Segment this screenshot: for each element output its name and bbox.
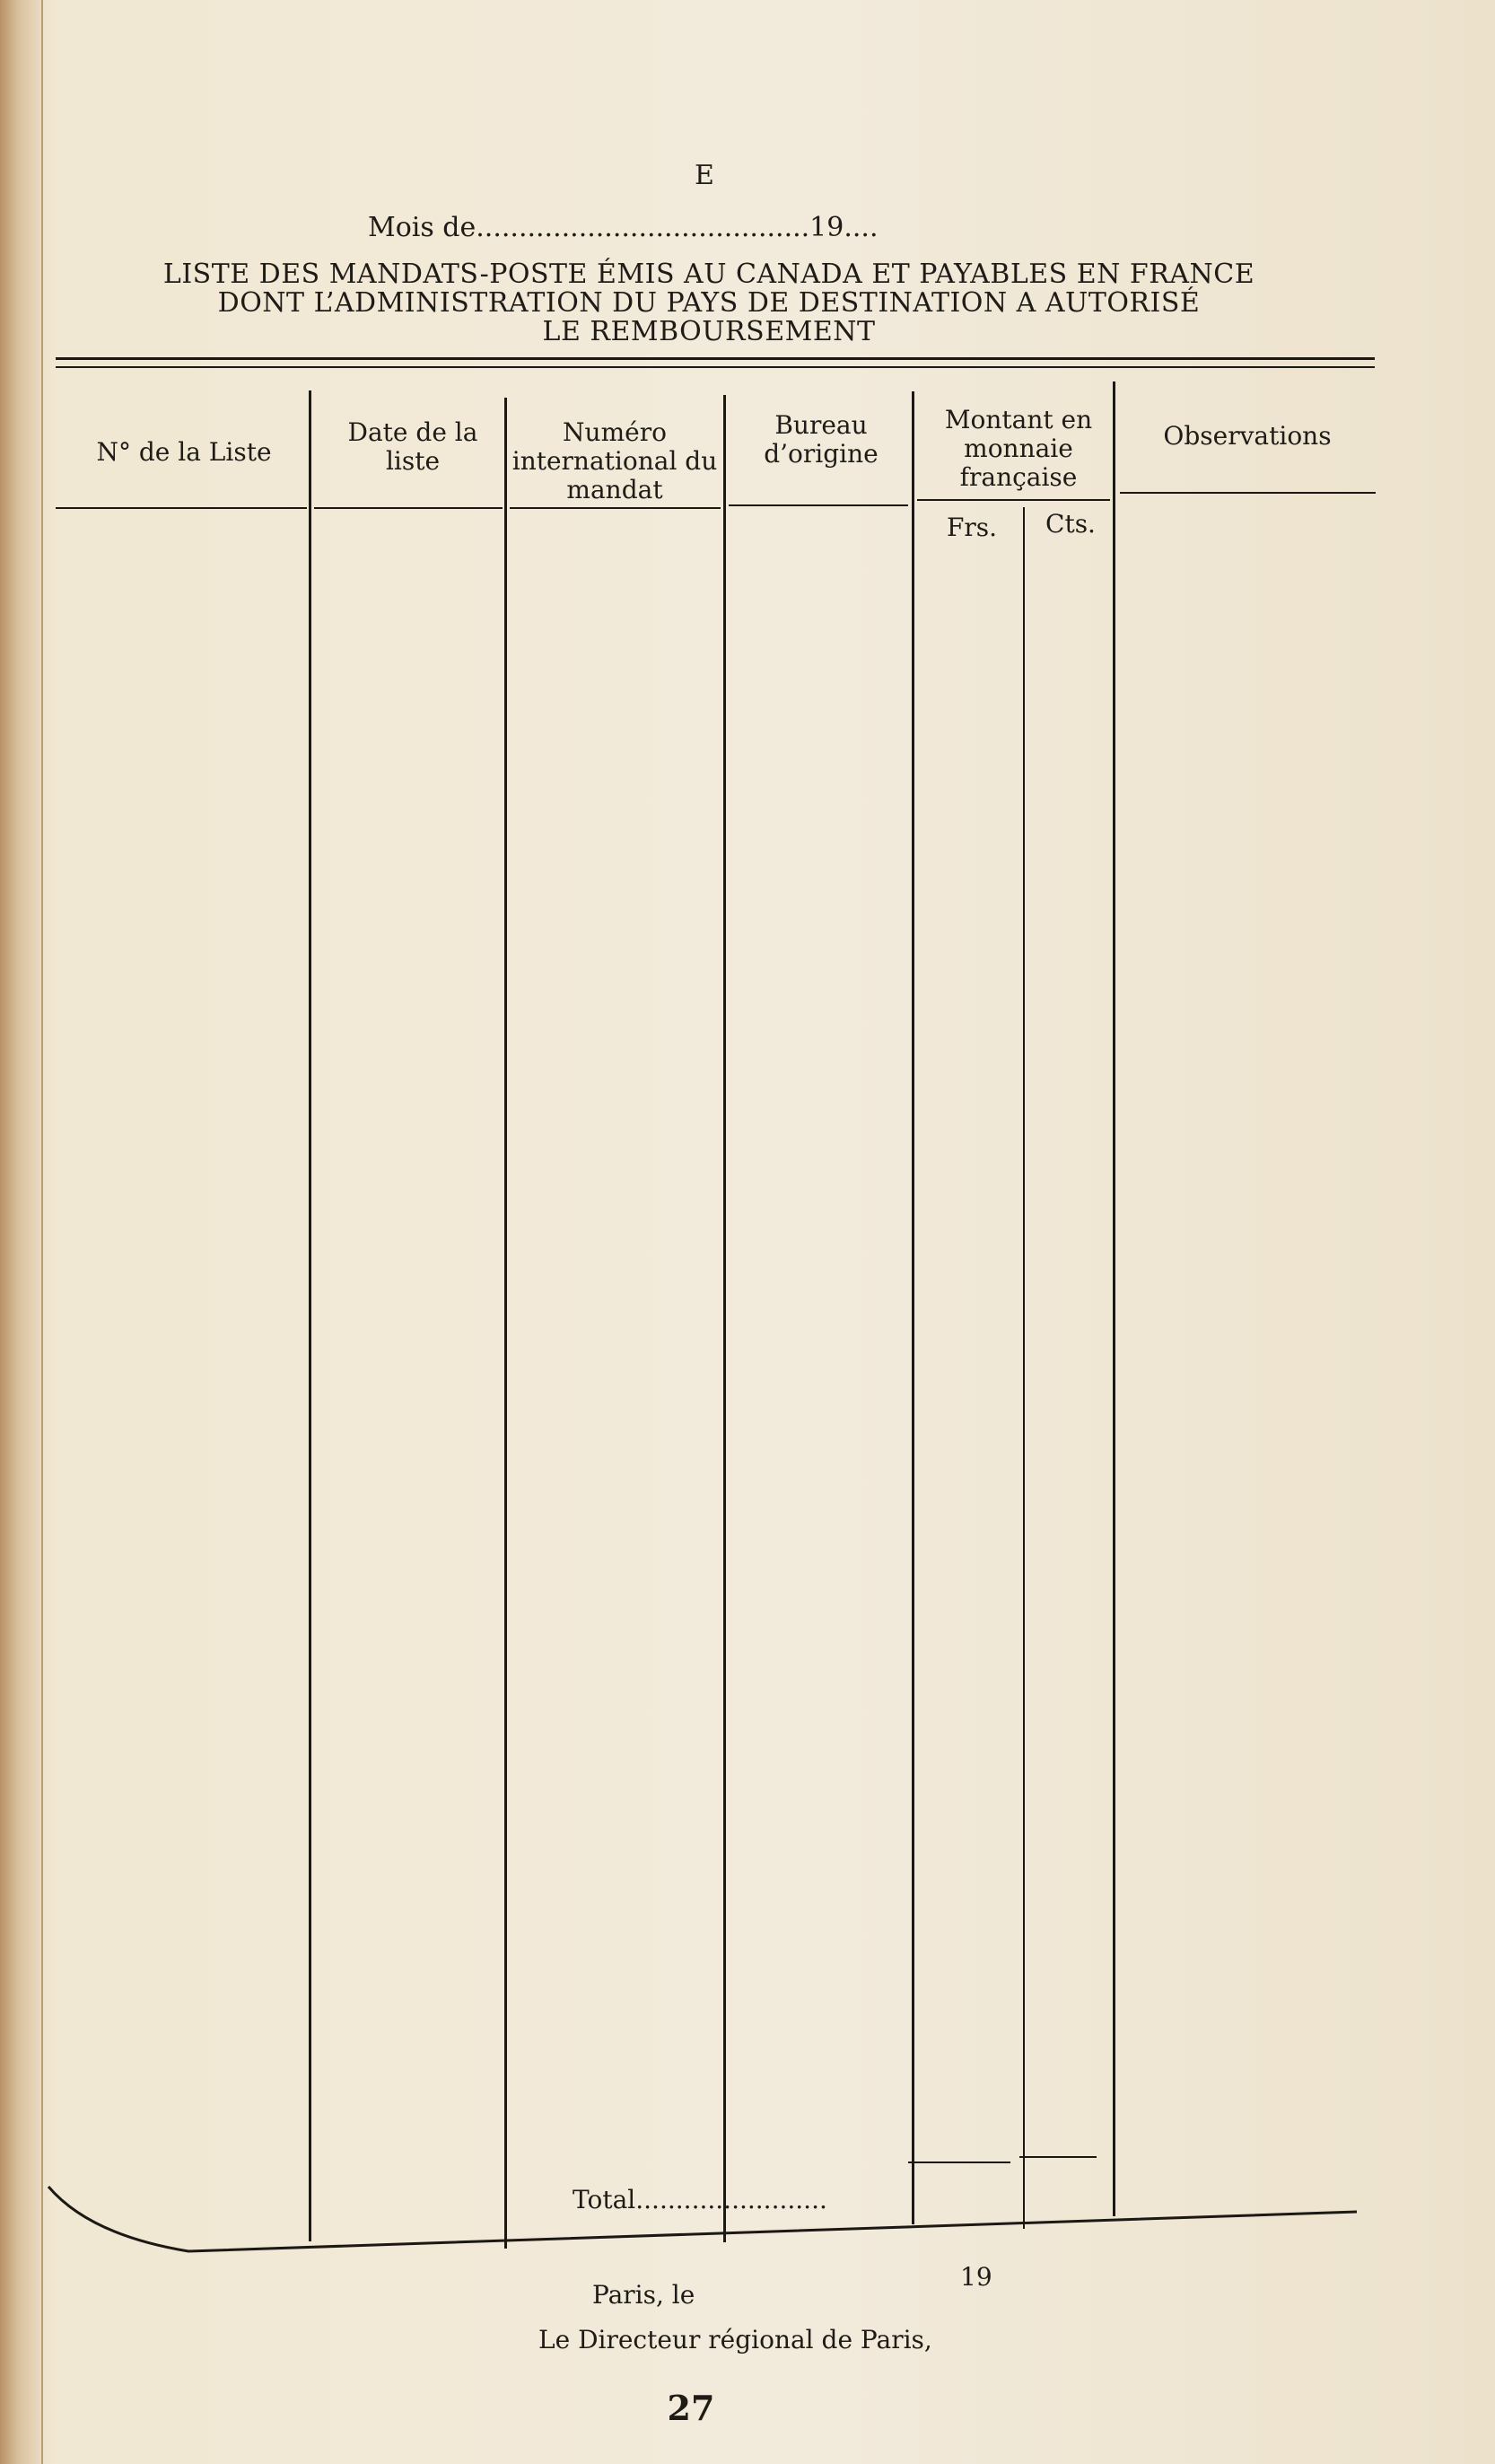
- header-rule-2: [314, 507, 503, 509]
- column-line-2: [504, 398, 507, 2249]
- year-prefix: 19: [960, 2262, 992, 2292]
- column-line-4: [912, 391, 914, 2224]
- header-numero: Numéro international du mandat: [511, 417, 718, 505]
- total-dots: ...................: [675, 2185, 827, 2214]
- form-letter: E: [695, 160, 714, 191]
- header-rule-1: [56, 507, 307, 509]
- header-rule-4: [729, 504, 908, 506]
- place-date: Paris, le: [592, 2280, 695, 2310]
- sum-rule-frs: [908, 2161, 1010, 2163]
- top-rule-1: [56, 357, 1375, 360]
- header-observations: Observations: [1163, 421, 1332, 451]
- header-frs: Frs.: [946, 513, 998, 542]
- total-text: Total.....: [573, 2185, 676, 2214]
- column-line-6: [1113, 381, 1115, 2216]
- header-rule-6: [1120, 492, 1376, 494]
- top-rule-2: [56, 366, 1375, 368]
- title-line-1: LISTE DES MANDATS-POSTE ÉMIS AU CANADA ET PAYABLES EN FRANCE: [162, 259, 1255, 290]
- header-date: Date de la liste: [347, 417, 478, 477]
- month-field: Mois de.......................................19....: [368, 212, 879, 243]
- column-line-3: [723, 395, 726, 2242]
- header-cts: Cts.: [1045, 509, 1096, 539]
- header-no-liste: N° de la Liste: [96, 437, 272, 467]
- book-binding: [0, 0, 43, 2464]
- header-rule-5: [917, 499, 1110, 501]
- page-number: 27: [667, 2388, 715, 2428]
- title-line-3: LE REMBOURSEMENT: [542, 316, 876, 347]
- header-bureau: Bureau d’origine: [764, 410, 879, 469]
- header-montant: Montant en monnaie française: [944, 405, 1093, 493]
- column-line-1: [309, 390, 311, 2241]
- sum-rule-cts: [1019, 2156, 1097, 2158]
- title-line-2: DONT L’ADMINISTRATION DU PAYS DE DESTINATION A AUTORISÉ: [217, 287, 1201, 319]
- header-rule-3: [510, 507, 721, 509]
- column-line-5: [1023, 507, 1025, 2229]
- bottom-rule: [36, 2181, 1364, 2253]
- signatory: Le Directeur régional de Paris,: [538, 2325, 932, 2354]
